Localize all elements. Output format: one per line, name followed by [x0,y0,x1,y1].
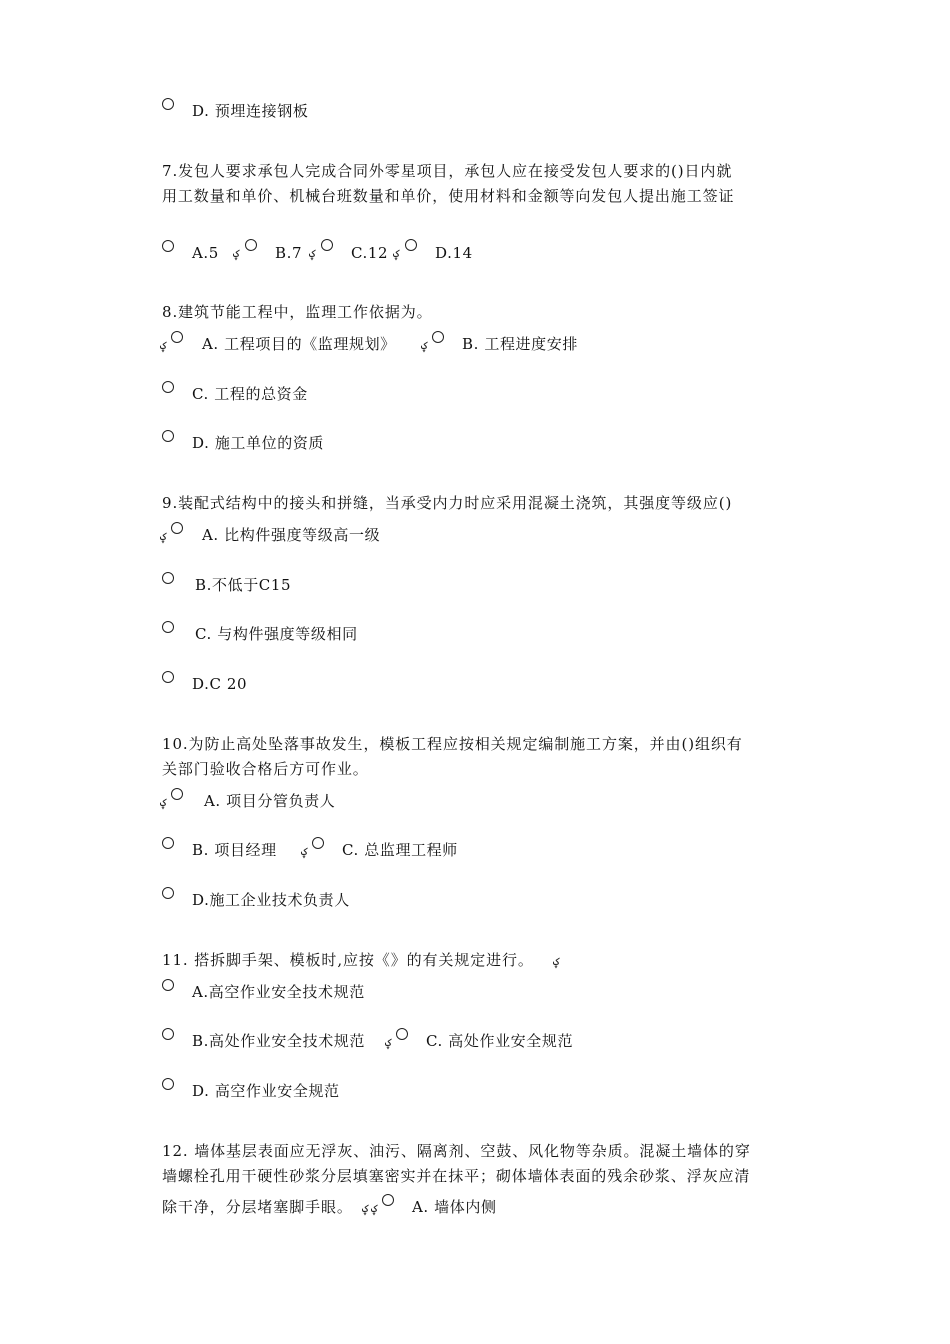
radio-q8-a[interactable] [171,331,183,343]
option-q6-d: D. 预埋连接钢板 [192,102,309,120]
option-q8-d: D. 施工单位的资质 [192,434,325,452]
radio-q7-d[interactable] [405,239,417,251]
option-q8-c: C. 工程的总资金 [192,385,308,403]
glyph-mark: ؼ [421,339,428,352]
option-q7-d: D.14 [435,244,473,262]
radio-q9-d[interactable] [162,671,174,683]
question-10-line-1: 10.为防止高处坠落事故发生，模板工程应按相关规定编制施工方案，并由()组织有 [162,735,743,753]
radio-q11-c[interactable] [396,1028,408,1040]
radio-q7-c[interactable] [321,239,333,251]
option-q9-b: B.不低于C15 [195,576,292,594]
question-8: 8.建筑节能工程中，监理工作依据为。 [162,303,433,321]
radio-q11-a[interactable] [162,979,174,991]
question-7-line-1: 7.发包人要求承包人完成合同外零星项目，承包人应在接受发包人要求的()日内就 [162,162,733,180]
option-q12-a: A. 墙体内侧 [412,1198,497,1216]
option-q9-d: D.C 20 [192,675,248,693]
option-q11-c: C. 高处作业安全规范 [426,1032,574,1050]
glyph-mark: ؼ [301,845,308,858]
option-q10-b: B. 项目经理 [192,841,277,859]
glyph-mark: ؼ [371,1202,378,1215]
question-9: 9.装配式结构中的接头和拼缝，当承受内力时应采用混凝土浇筑，其强度等级应() [162,494,733,512]
option-q10-c: C. 总监理工程师 [342,841,458,859]
glyph-mark: ؼ [160,530,167,543]
radio-q6-d[interactable] [162,98,174,110]
radio-q9-c[interactable] [162,621,174,633]
radio-q10-b[interactable] [162,837,174,849]
glyph-mark: ؼ [385,1036,392,1049]
option-q9-a: A. 比构件强度等级高一级 [202,526,381,544]
radio-q7-a[interactable] [162,240,174,252]
question-11: 11. 搭拆脚手架、模板时,应按《》的有关规定进行。 [162,951,534,969]
question-12-line-1: 12. 墙体基层表面应无浮灰、油污、隔离剂、空鼓、风化物等杂质。混凝土墙体的穿 [162,1142,751,1160]
glyph-mark: ؼ [393,247,400,260]
option-q11-d: D. 高空作业安全规范 [192,1082,340,1100]
radio-q8-d[interactable] [162,430,174,442]
option-q11-b: B.高处作业安全技术规范 [192,1032,365,1050]
option-q7-a: A.5 [192,244,219,262]
radio-q8-c[interactable] [162,381,174,393]
radio-q9-a[interactable] [171,522,183,534]
glyph-mark: ؼ [160,796,167,809]
radio-q7-b[interactable] [245,239,257,251]
glyph-mark: ؼ [553,955,560,968]
radio-q10-c[interactable] [312,837,324,849]
radio-q9-b[interactable] [162,572,174,584]
glyph-mark: ؼ [362,1202,369,1215]
option-q11-a: A.高空作业安全技术规范 [192,983,365,1001]
option-q10-a: A. 项目分管负责人 [204,792,336,810]
radio-q12-a[interactable] [382,1194,394,1206]
radio-q11-b[interactable] [162,1028,174,1040]
option-q8-b: B. 工程进度安排 [462,335,578,353]
question-7-line-2: 用工数量和单价、机械台班数量和单价，使用材料和金额等向发包人提出施工签证 [162,187,735,205]
radio-q8-b[interactable] [432,331,444,343]
radio-q10-d[interactable] [162,887,174,899]
glyph-mark: ؼ [309,247,316,260]
option-q7-b: B.7 [275,244,303,262]
option-q10-d: D.施工企业技术负责人 [192,891,350,909]
question-12-line-3: 除干净，分层堵塞脚手眼。 [162,1198,353,1216]
question-12-line-2: 墙螺栓孔用干硬性砂浆分层填塞密实并在抹平；砌体墙体表面的残余砂浆、浮灰应清 [162,1167,751,1185]
radio-q10-a[interactable] [171,788,183,800]
option-q9-c: C. 与构件强度等级相同 [195,625,358,643]
question-10-line-2: 关部门验收合格后方可作业。 [162,760,369,778]
radio-q11-d[interactable] [162,1078,174,1090]
glyph-mark: ؼ [160,339,167,352]
glyph-mark: ؼ [233,247,240,260]
option-q7-c: C.12 [351,244,389,262]
option-q8-a: A. 工程项目的《监理规划》 [202,335,396,353]
